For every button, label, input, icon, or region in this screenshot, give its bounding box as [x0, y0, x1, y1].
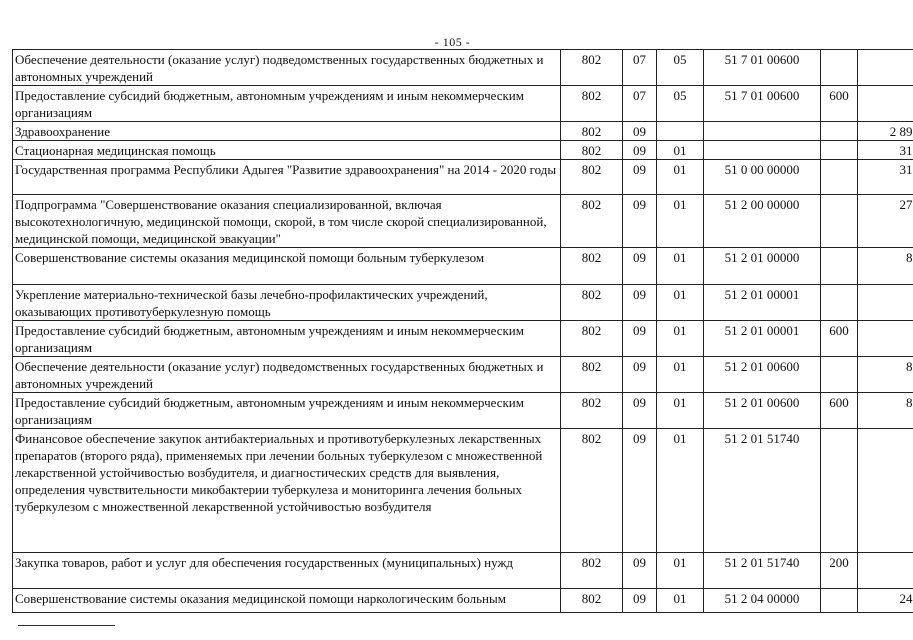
cell-ministry-code: 802 [561, 589, 623, 613]
cell-section: 09 [623, 141, 657, 160]
cell-expense-type: 200 [821, 553, 858, 589]
cell-expense-type: 600 [821, 321, 858, 357]
cell-name: Укрепление материально-технической базы лечебно-профилактических учреждений, оказывающих противотуберкулезную помощь [13, 285, 561, 321]
cell-target-article: 51 7 01 00600 [704, 86, 821, 122]
cell-expense-type: 600 [821, 86, 858, 122]
cell-amount [858, 285, 913, 321]
cell-subsection: 01 [657, 195, 704, 248]
cell-name: Предоставление субсидий бюджетным, автономным учреждениям и иным некоммерческим организациям [13, 321, 561, 357]
cell-ministry-code: 802 [561, 141, 623, 160]
cell-ministry-code: 802 [561, 248, 623, 285]
cell-section: 09 [623, 429, 657, 553]
cell-target-article: 51 2 01 51740 [704, 429, 821, 553]
cell-amount [858, 553, 913, 589]
cell-target-article: 51 2 01 00000 [704, 248, 821, 285]
cell-amount [858, 321, 913, 357]
cell-expense-type [821, 589, 858, 613]
cell-amount: 8 [858, 357, 913, 393]
cell-section: 09 [623, 195, 657, 248]
cell-name: Подпрограмма "Совершенствование оказания специализированной, включая высокотехнологичную, медицинской помощи, скорой, в том числе скорой специализированной, медицинской помощи, медицинской эвакуации" [13, 195, 561, 248]
cell-section: 09 [623, 122, 657, 141]
cell-ministry-code: 802 [561, 50, 623, 86]
cell-target-article [704, 122, 821, 141]
cell-target-article: 51 7 01 00600 [704, 50, 821, 86]
budget-table-body [13, 50, 913, 613]
cell-subsection: 01 [657, 248, 704, 285]
cell-name: Предоставление субсидий бюджетным, автономным учреждениям и иным некоммерческим организациям [13, 393, 561, 429]
cell-expense-type [821, 122, 858, 141]
cell-section: 09 [623, 553, 657, 589]
table-row [13, 86, 913, 122]
cell-section: 09 [623, 248, 657, 285]
cell-expense-type [821, 429, 858, 553]
cell-amount: 24 [858, 589, 913, 613]
cell-amount: 8 [858, 248, 913, 285]
cell-expense-type [821, 160, 858, 195]
cell-amount [858, 86, 913, 122]
cell-subsection: 01 [657, 141, 704, 160]
cell-subsection: 05 [657, 50, 704, 86]
cell-target-article: 51 2 01 00001 [704, 285, 821, 321]
cell-section: 07 [623, 86, 657, 122]
cell-subsection: 01 [657, 429, 704, 553]
table-row [13, 248, 913, 285]
cell-amount: 27 [858, 195, 913, 248]
cell-ministry-code: 802 [561, 285, 623, 321]
cell-expense-type [821, 285, 858, 321]
table-row [13, 321, 913, 357]
cell-subsection: 05 [657, 86, 704, 122]
table-row [13, 50, 913, 86]
cell-target-article: 51 2 01 00600 [704, 357, 821, 393]
cell-ministry-code: 802 [561, 86, 623, 122]
cell-amount [858, 429, 913, 553]
cell-section: 09 [623, 357, 657, 393]
cell-ministry-code: 802 [561, 429, 623, 553]
table-row [13, 285, 913, 321]
table-row [13, 429, 913, 553]
cell-expense-type: 600 [821, 393, 858, 429]
cell-subsection: 01 [657, 321, 704, 357]
cell-amount: 8 [858, 393, 913, 429]
cell-ministry-code: 802 [561, 553, 623, 589]
cell-amount [858, 50, 913, 86]
cell-subsection: 01 [657, 357, 704, 393]
cell-ministry-code: 802 [561, 195, 623, 248]
cell-expense-type [821, 50, 858, 86]
cell-target-article: 51 2 01 00600 [704, 393, 821, 429]
cell-name: Обеспечение деятельности (оказание услуг) подведомственных государственных бюджетных и автономных учреждений [13, 50, 561, 86]
cell-target-article: 51 2 04 00000 [704, 589, 821, 613]
cell-expense-type [821, 141, 858, 160]
cell-section: 09 [623, 285, 657, 321]
cell-name: Совершенствование системы оказания медицинской помощи больным туберкулезом [13, 248, 561, 285]
cell-subsection [657, 122, 704, 141]
cell-amount: 31 [858, 141, 913, 160]
budget-table [12, 49, 913, 613]
table-row [13, 393, 913, 429]
cell-ministry-code: 802 [561, 321, 623, 357]
footnote-rule [18, 625, 115, 626]
cell-expense-type [821, 357, 858, 393]
cell-ministry-code: 802 [561, 122, 623, 141]
cell-ministry-code: 802 [561, 160, 623, 195]
cell-target-article: 51 0 00 00000 [704, 160, 821, 195]
page-number: - 105 - [434, 35, 471, 49]
cell-section: 09 [623, 393, 657, 429]
cell-name: Финансовое обеспечение закупок антибактериальных и противотуберкулезных лекарственных препаратов (второго ряда), применяемых при лечении больных туберкулезом с множественной лекарственной устойчивостью возбудителя, и диагностических средств для выявления, определения чувствительности микобактерии туберкулеза и мониторинга лечения больных туберкулезом с множественной лекарственной устойчивостью возбудителя [13, 429, 561, 553]
cell-name: Стационарная медицинская помощь [13, 141, 561, 160]
table-row [13, 589, 913, 613]
table-row [13, 553, 913, 589]
cell-target-article: 51 2 01 51740 [704, 553, 821, 589]
cell-name: Предоставление субсидий бюджетным, автономным учреждениям и иным некоммерческим организациям [13, 86, 561, 122]
cell-target-article [704, 141, 821, 160]
cell-name: Совершенствование системы оказания медицинской помощи наркологическим больным [13, 589, 561, 613]
table-row [13, 195, 913, 248]
table-row [13, 357, 913, 393]
cell-section: 09 [623, 160, 657, 195]
cell-subsection: 01 [657, 160, 704, 195]
cell-name: Государственная программа Республики Адыгея "Развитие здравоохранения" на 2014 - 2020 годы [13, 160, 561, 195]
cell-amount: 2 89 [858, 122, 913, 141]
cell-expense-type [821, 195, 858, 248]
cell-subsection: 01 [657, 285, 704, 321]
cell-section: 07 [623, 50, 657, 86]
table-row [13, 122, 913, 141]
cell-amount: 31 [858, 160, 913, 195]
cell-subsection: 01 [657, 553, 704, 589]
cell-section: 09 [623, 589, 657, 613]
cell-target-article: 51 2 01 00001 [704, 321, 821, 357]
cell-target-article: 51 2 00 00000 [704, 195, 821, 248]
cell-section: 09 [623, 321, 657, 357]
cell-name: Закупка товаров, работ и услуг для обеспечения государственных (муниципальных) нужд [13, 553, 561, 589]
cell-name: Здравоохранение [13, 122, 561, 141]
cell-ministry-code: 802 [561, 357, 623, 393]
table-row [13, 141, 913, 160]
table-row [13, 160, 913, 195]
cell-subsection: 01 [657, 393, 704, 429]
cell-name: Обеспечение деятельности (оказание услуг) подведомственных государственных бюджетных и автономных учреждений [13, 357, 561, 393]
cell-ministry-code: 802 [561, 393, 623, 429]
cell-expense-type [821, 248, 858, 285]
cell-subsection: 01 [657, 589, 704, 613]
